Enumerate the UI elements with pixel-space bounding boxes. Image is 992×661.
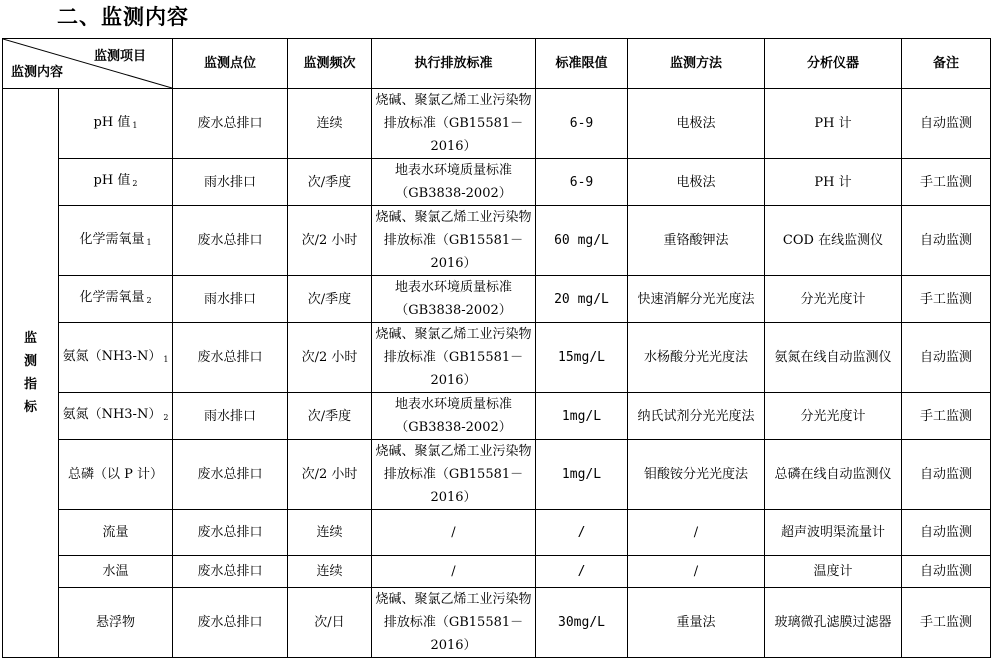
point-cell: 雨水排口 xyxy=(173,393,288,440)
standard-cell: / xyxy=(372,510,536,556)
method-cell: 重量法 xyxy=(628,588,765,658)
note-cell: 手工监测 xyxy=(902,159,991,206)
point-cell: 废水总排口 xyxy=(173,206,288,276)
item-name: 流量 xyxy=(102,525,129,540)
method-cell: 电极法 xyxy=(628,159,765,206)
table-row xyxy=(3,89,991,159)
table-row xyxy=(3,323,991,393)
corner-header-cell xyxy=(3,39,173,89)
frequency-cell: 连续 xyxy=(288,89,372,159)
frequency-cell: 次/2 小时 xyxy=(288,323,372,393)
note-cell: 自动监测 xyxy=(902,323,991,393)
limit-cell: 1mg/L xyxy=(536,440,628,510)
table-row xyxy=(3,159,991,206)
limit-cell: 15mg/L xyxy=(536,323,628,393)
item-subscript: 1 xyxy=(132,120,138,130)
limit-cell: / xyxy=(536,556,628,588)
item-cell xyxy=(59,510,173,556)
instrument-cell: 总磷在线自动监测仪 xyxy=(765,440,902,510)
limit-cell: 30mg/L xyxy=(536,588,628,658)
item-cell xyxy=(59,89,173,159)
limit-cell: 60 mg/L xyxy=(536,206,628,276)
limit-cell: 1mg/L xyxy=(536,393,628,440)
frequency-cell: 次/日 xyxy=(288,588,372,658)
section-title: 二、监测内容 xyxy=(57,5,189,29)
method-cell: 水杨酸分光光度法 xyxy=(628,323,765,393)
item-subscript: 1 xyxy=(163,354,169,364)
table-row xyxy=(3,393,991,440)
corner-content-label: 监测内容 xyxy=(11,65,64,80)
limit-cell: 20 mg/L xyxy=(536,276,628,323)
instrument-cell: 温度计 xyxy=(765,556,902,588)
column-header: 执行排放标准 xyxy=(372,39,536,89)
point-cell: 废水总排口 xyxy=(173,588,288,658)
standard-cell: 地表水环境质量标准（GB3838-2002） xyxy=(372,393,536,440)
instrument-cell: 分光光度计 xyxy=(765,393,902,440)
standard-cell: 烧碱、聚氯乙烯工业污染物排放标准（GB15581－2016） xyxy=(372,588,536,658)
side-label-char: 标 xyxy=(23,400,37,415)
point-cell: 废水总排口 xyxy=(173,440,288,510)
note-cell: 自动监测 xyxy=(902,556,991,588)
side-label-char: 指 xyxy=(23,377,37,392)
item-name: 化学需氧量 xyxy=(79,231,145,247)
instrument-cell: 玻璃微孔滤膜过滤器 xyxy=(765,588,902,658)
frequency-cell: 次/季度 xyxy=(288,393,372,440)
item-name: 化学需氧量 xyxy=(79,290,145,305)
instrument-cell: 氨氮在线自动监测仪 xyxy=(765,323,902,393)
instrument-cell: PH 计 xyxy=(765,89,902,159)
item-cell xyxy=(59,323,173,393)
point-cell: 废水总排口 xyxy=(173,89,288,159)
frequency-cell: 连续 xyxy=(288,556,372,588)
instrument-cell: COD 在线监测仪 xyxy=(765,206,902,276)
column-header: 监测方法 xyxy=(628,39,765,89)
column-header: 标准限值 xyxy=(536,39,628,89)
limit-cell: 6-9 xyxy=(536,89,628,159)
note-cell: 自动监测 xyxy=(902,510,991,556)
standard-cell: 烧碱、聚氯乙烯工业污染物排放标准（GB15581－2016） xyxy=(372,206,536,276)
instrument-cell: 分光光度计 xyxy=(765,276,902,323)
standard-cell: 地表水环境质量标准（GB3838-2002） xyxy=(372,276,536,323)
item-name: 总磷（以 P 计） xyxy=(67,467,163,482)
item-cell xyxy=(59,393,173,440)
monitoring-table xyxy=(2,38,991,658)
item-cell xyxy=(59,276,173,323)
column-header: 备注 xyxy=(902,39,991,89)
item-subscript: 2 xyxy=(146,296,152,305)
note-cell: 手工监测 xyxy=(902,393,991,440)
standard-cell: 烧碱、聚氯乙烯工业污染物排放标准（GB15581－2016） xyxy=(372,440,536,510)
item-cell xyxy=(59,159,173,206)
side-label-char: 测 xyxy=(23,354,37,369)
frequency-cell: 连续 xyxy=(288,510,372,556)
column-header: 分析仪器 xyxy=(765,39,902,89)
table-row xyxy=(3,440,991,510)
table-row xyxy=(3,556,991,588)
table-row xyxy=(3,206,991,276)
note-cell: 自动监测 xyxy=(902,89,991,159)
standard-cell: 烧碱、聚氯乙烯工业污染物排放标准（GB15581－2016） xyxy=(372,323,536,393)
item-name: 悬浮物 xyxy=(95,615,135,630)
header-row xyxy=(3,39,991,89)
table-body xyxy=(3,89,991,658)
item-name: pH 值 xyxy=(93,114,131,130)
standard-cell: 地表水环境质量标准（GB3838-2002） xyxy=(372,159,536,206)
instrument-cell: PH 计 xyxy=(765,159,902,206)
point-cell: 废水总排口 xyxy=(173,510,288,556)
frequency-cell: 次/2 小时 xyxy=(288,440,372,510)
table-row xyxy=(3,276,991,323)
method-cell: / xyxy=(628,510,765,556)
note-cell: 手工监测 xyxy=(902,276,991,323)
item-name: 氨氮（NH3-N） xyxy=(62,348,162,364)
point-cell: 废水总排口 xyxy=(173,323,288,393)
side-label xyxy=(3,89,59,658)
table-row xyxy=(3,588,991,658)
column-header: 监测点位 xyxy=(173,39,288,89)
table-row xyxy=(3,510,991,556)
method-cell: 电极法 xyxy=(628,89,765,159)
method-cell: 快速消解分光光度法 xyxy=(628,276,765,323)
corner-item-label: 监测项目 xyxy=(93,49,146,64)
note-cell: 自动监测 xyxy=(902,206,991,276)
instrument-cell: 超声波明渠流量计 xyxy=(765,510,902,556)
limit-cell: 6-9 xyxy=(536,159,628,206)
limit-cell: / xyxy=(536,510,628,556)
note-cell: 自动监测 xyxy=(902,440,991,510)
method-cell: 钼酸铵分光光度法 xyxy=(628,440,765,510)
item-subscript: 2 xyxy=(132,179,138,188)
item-name: pH 值 xyxy=(93,173,131,188)
standard-cell: / xyxy=(372,556,536,588)
frequency-cell: 次/季度 xyxy=(288,159,372,206)
method-cell: 纳氏试剂分光光度法 xyxy=(628,393,765,440)
item-cell xyxy=(59,206,173,276)
note-cell: 手工监测 xyxy=(902,588,991,658)
frequency-cell: 次/季度 xyxy=(288,276,372,323)
item-cell xyxy=(59,556,173,588)
item-name: 氨氮（NH3-N） xyxy=(62,407,162,422)
standard-cell: 烧碱、聚氯乙烯工业污染物排放标准（GB15581－2016） xyxy=(372,89,536,159)
side-label-char: 监 xyxy=(23,331,37,346)
point-cell: 雨水排口 xyxy=(173,159,288,206)
item-subscript: 2 xyxy=(163,413,169,422)
point-cell: 雨水排口 xyxy=(173,276,288,323)
point-cell: 废水总排口 xyxy=(173,556,288,588)
item-cell xyxy=(59,440,173,510)
item-subscript: 1 xyxy=(146,237,152,247)
item-cell xyxy=(59,588,173,658)
frequency-cell: 次/2 小时 xyxy=(288,206,372,276)
method-cell: 重铬酸钾法 xyxy=(628,206,765,276)
method-cell: / xyxy=(628,556,765,588)
item-name: 水温 xyxy=(102,564,129,579)
column-header: 监测频次 xyxy=(288,39,372,89)
